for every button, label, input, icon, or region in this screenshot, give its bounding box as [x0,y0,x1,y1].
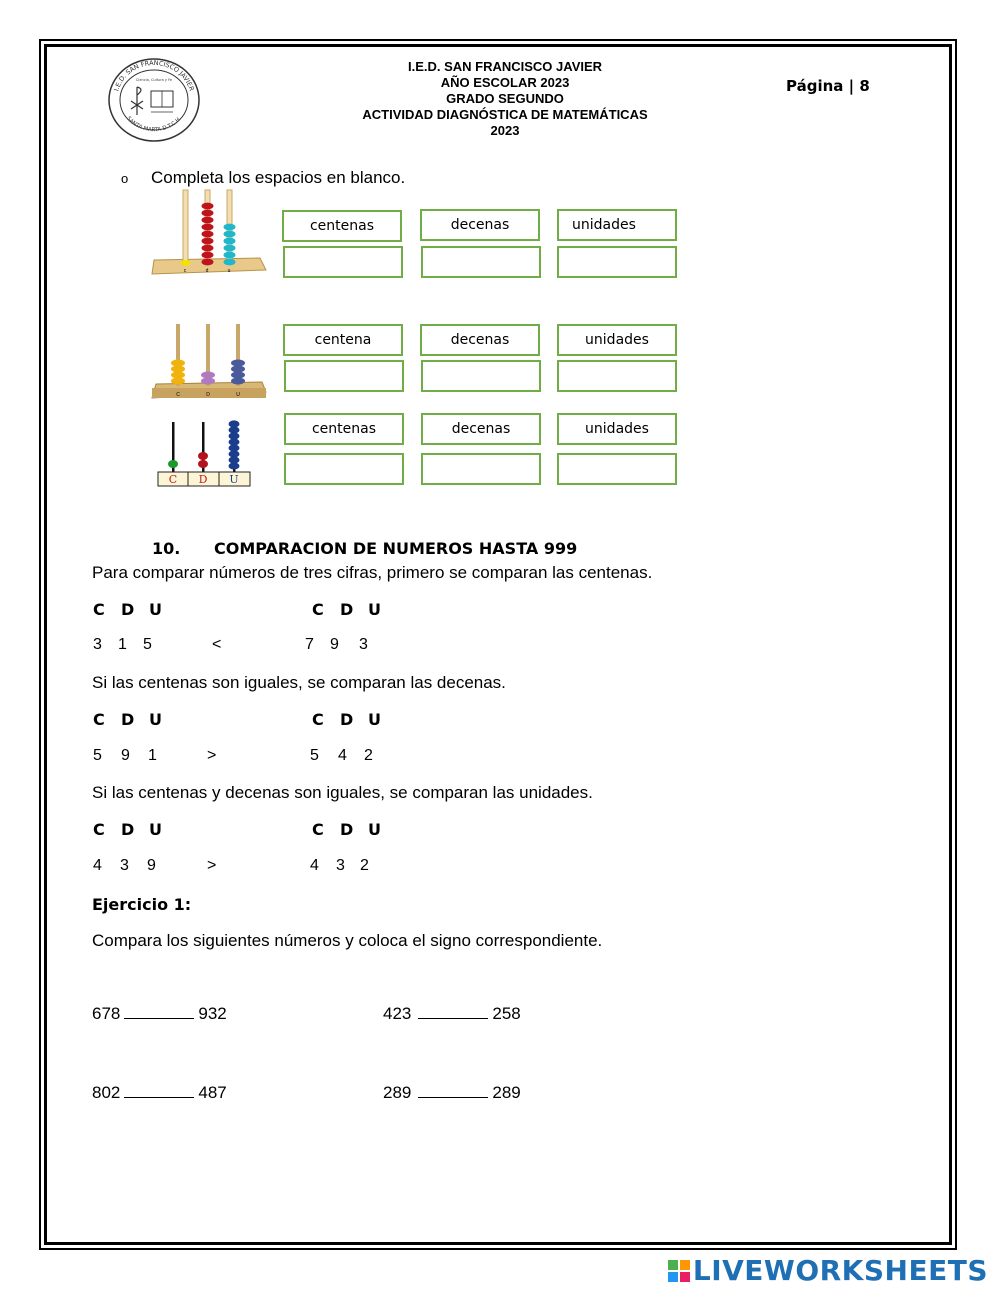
example-2-note: Si las centenas son iguales, se comparan las decenas. [92,673,506,692]
abacus-1-rod-d: d [205,268,209,274]
sign-blank-2[interactable] [418,1018,488,1019]
label-unidades-1: unidades [557,209,677,241]
answer-decenas-2-input[interactable] [423,362,543,392]
sign-blank-4[interactable] [418,1097,488,1098]
cdu-header-right-1: C D U [312,600,381,619]
label-centena-2: centena [283,324,403,356]
label-decenas-3: decenas [421,413,541,445]
answer-centena-2-input[interactable] [286,362,406,392]
example-1-right-number: 7 9 3 [305,636,368,653]
cdu-header-left-1: C D U [93,600,162,619]
liveworksheets-icon [668,1260,690,1282]
school-name: I.E.D. SAN FRANCISCO JAVIER [407,59,603,74]
answer-centenas-3-input[interactable] [286,455,406,485]
school-seal-logo [107,57,201,143]
logo-top-text: I.E.D. SAN FRANCISCO JAVIER [112,58,196,93]
abacus-1-rod-c: c [183,268,187,274]
example-3-left-number: 4 3 9 [93,857,156,874]
answer-decenas-1[interactable] [421,246,541,278]
section-intro: Para comparar números de tres cifras, primero se comparan las centenas. [92,563,653,582]
cdu-header-left-3: C D U [93,820,162,839]
liveworksheets-brand: LIVEWORKSHEETS [668,1254,988,1287]
answer-unidades-1-input[interactable] [559,248,679,278]
abacus-2-rod-d: D [206,392,210,398]
abacus-2 [150,322,268,400]
instruction: o Completa los espacios en blanco. [121,168,406,187]
exercise-pair-1: 678 932 [92,1004,227,1023]
exercise-prompt: Compara los siguientes números y coloca el signo correspondiente. [92,931,603,950]
sign-blank-3[interactable] [124,1097,194,1098]
answer-centenas-3[interactable] [284,453,404,485]
logo-bottom-text: SANTA MARTA D.T.C.H. [125,115,183,134]
logo-motto: Ciencia, Cultura y Fe [135,78,173,82]
page-number: Página | 8 [786,77,870,95]
answer-unidades-3[interactable] [557,453,677,485]
label-centenas-1: centenas [282,210,402,242]
abacus-3-rod-u: U [229,473,239,486]
answer-decenas-3-input[interactable] [423,455,543,485]
bullet-icon: o [121,171,129,186]
abacus-1 [150,188,268,278]
answer-centena-2[interactable] [284,360,404,392]
sign-blank-1[interactable] [124,1018,194,1019]
example-2-left-number: 5 9 1 [93,747,157,764]
abacus-3 [155,418,253,488]
cdu-header-left-2: C D U [93,710,162,729]
example-3-note: Si las centenas y decenas son iguales, se comparan las unidades. [92,783,593,802]
label-unidades-2: unidades [557,324,677,356]
exercise-pair-2: 423 258 [383,1004,521,1023]
example-2-right-number: 5 4 2 [310,747,373,764]
cdu-header-right-2: C D U [312,710,381,729]
section-title: COMPARACION DE NUMEROS HASTA 999 [214,539,578,558]
answer-unidades-2-input[interactable] [559,362,679,392]
label-decenas-1: decenas [420,209,540,241]
abacus-3-rod-d: D [198,473,208,486]
abacus-2-rod-u: U [236,392,240,398]
label-decenas-2: decenas [420,324,540,356]
abacus-3-rod-c: C [168,473,178,486]
exercise-title: Ejercicio 1: [92,895,192,914]
abacus-1-rod-u: u [227,268,231,274]
answer-decenas-1-input[interactable] [423,248,543,278]
abacus-2-rod-c: C [176,392,180,398]
cdu-header-right-3: C D U [312,820,381,839]
answer-decenas-2[interactable] [421,360,541,392]
activity-title: ACTIVIDAD DIAGNÓSTICA DE MATEMÁTICAS [362,107,648,122]
example-3-sign: > [207,857,217,874]
header-block [300,59,710,139]
exercise-pair-4: 289 289 [383,1083,521,1102]
label-unidades-3: unidades [557,413,677,445]
answer-unidades-2[interactable] [557,360,677,392]
answer-centenas-1-input[interactable] [285,248,405,278]
section-heading [152,539,577,558]
exercise-pair-3: 802 487 [92,1083,227,1102]
example-3-right-number: 4 3 2 [310,857,369,874]
answer-centenas-1[interactable] [283,246,403,278]
answer-unidades-3-input[interactable] [559,455,679,485]
school-year: AÑO ESCOLAR 2023 [440,75,570,90]
example-1-left-number: 3 1 5 [93,636,152,653]
section-number: 10. [152,539,181,558]
example-1-sign: < [212,636,222,653]
answer-unidades-1[interactable] [557,246,677,278]
example-2-sign: > [207,747,217,764]
grade: GRADO SEGUNDO [446,91,564,106]
answer-decenas-3[interactable] [421,453,541,485]
activity-year: 2023 [490,123,520,138]
label-centenas-3: centenas [284,413,404,445]
